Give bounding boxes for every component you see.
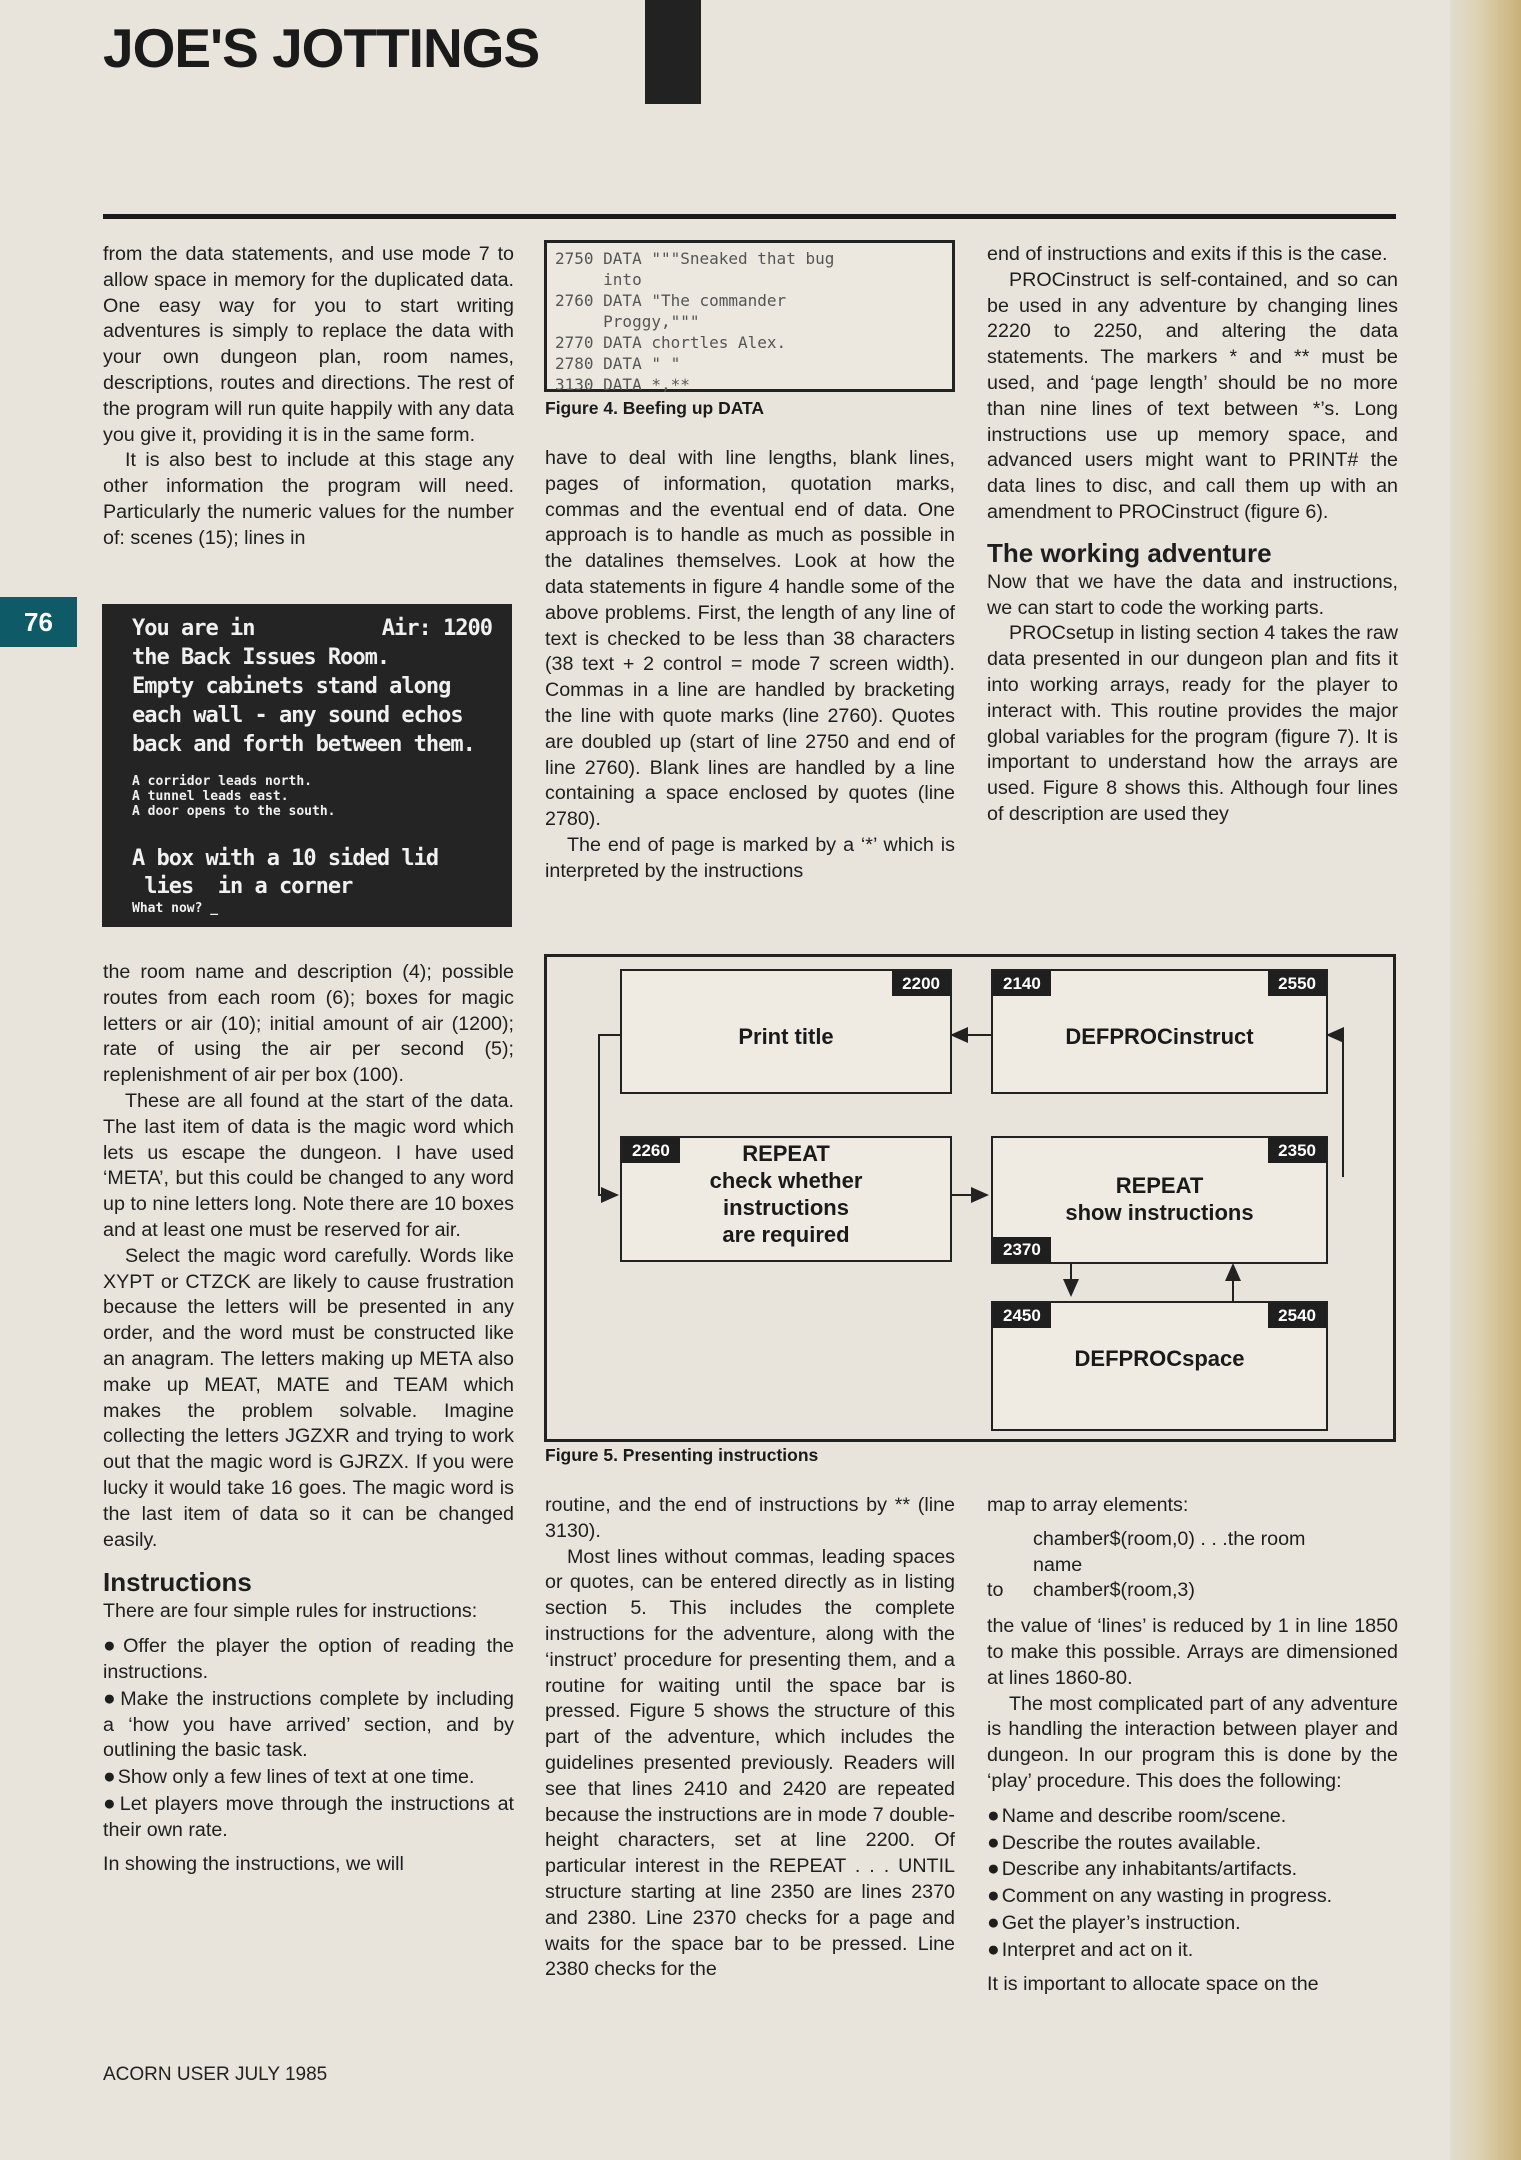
header-black-block [645,0,701,104]
tag-2540: 2540 [1268,1303,1326,1328]
paragraph: from the data statements, and use mode 7 to allow space in memory for the duplicated data. One easy way for you to start writing adventures is simply to replace the data with your own dungeon plan, room names, descriptions, routes and directions. The rest of the program will run quite happily with any data you give it, providing it is in the same form. [103,243,514,446]
code-row [987,1578,1398,1604]
paragraph: Now that we have the data and instructions, we can start to code the working parts. [987,570,1398,619]
screen-line: Empty cabinets stand along [132,674,451,699]
box-print-title [620,969,952,1094]
list-item: ● Describe the routes available. [987,1830,1398,1857]
column-1-bottom [103,960,514,1877]
screen-line: You are in [132,616,255,641]
arrow-title-to-check [599,1035,620,1195]
screen-line: each wall - any sound echos [132,703,463,728]
code-to-label: to [987,1579,1004,1602]
screen-prompt: What now? _ [132,901,219,916]
box-label: Print title [738,1024,834,1049]
box-label-line: show instructions [1065,1200,1254,1225]
screen-line: the Back Issues Room. [132,645,390,670]
screen-line: A tunnel leads east. [132,789,289,804]
page-spine-shadow [1450,0,1521,2160]
header-rule [103,214,1396,219]
tag-2140: 2140 [993,971,1051,996]
paragraph: The end of page is marked by a ‘*’ which is interpreted by the instructions [545,833,955,882]
figure-4-caption: Figure 4. Beefing up DATA [545,398,765,418]
code-line: Proggy,""" [555,312,700,331]
tag-2370: 2370 [993,1237,1051,1262]
section-heading-instructions: Instructions [103,1567,252,1598]
paragraph: routine, and the end of instructions by ** (line 3130). [545,1494,955,1542]
screen-air-readout: Air: 1200 [381,616,492,641]
list-item: ● Let players move through the instructions at their own rate. [103,1791,514,1844]
column-3-bottom [987,1493,1398,1997]
list-item: ● Interpret and act on it. [987,1937,1398,1964]
screen-line: back and forth between them. [132,732,475,757]
paragraph: In showing the instructions, we will [103,1852,404,1875]
instructions-rules-list [103,1633,514,1843]
tag-2200: 2200 [892,971,950,996]
list-item: ● Make the instructions complete by including a ‘how you have arrived’ section, and by outlining the basic task. [103,1686,514,1764]
array-code-block [987,1527,1398,1604]
paragraph: end of instructions and exits if this is the case. [987,243,1388,265]
code-text: name [1033,1553,1083,1576]
figure-5-flowchart [544,954,1396,1442]
code-line: 2750 DATA """Sneaked that bug [555,249,835,268]
tag-2550: 2550 [1268,971,1326,996]
page-number-tab: 76 [0,597,77,647]
screen-line: lies in a corner [132,874,353,899]
box-label: DEFPROCinstruct [1065,1024,1254,1049]
paragraph: Most lines without commas, leading spaces or quotes, can be entered directly as in listing section 5. This includes the complete instructions for the adventure, along with the ‘instruct’ procedure for presenting them, and a routine for waiting until the space bar is pressed. Figure 5 shows the structure of this part of the adventure, which includes the guidelines presented previously. Readers will see that lines 2410 and 2420 are repeated because the instructions are in mode 7 double-height characters, set at line 2200. Of particular interest in the REPEAT . . . UNTIL structure starting at line 2350 are lines 2370 and 2380. Line 2370 checks for a page and waits for the space bar to be pressed. Line 2380 checks for the [545,1545,955,1981]
list-item: ● Offer the player the option of reading the instructions. [103,1633,514,1686]
paragraph: the room name and description (4); possible routes from each room (6); boxes for magic letters or air (10); initial amount of air (1200); rate of using the air per second (5); replenishment of air per box (100). [103,961,514,1087]
section-heading-working-adventure: The working adventure [987,537,1272,568]
box-defproc-instruct [991,969,1328,1094]
paragraph: PROCinstruct is self-contained, and so can be used in any adventure by changing lines 2220 to 2250, and altering the data statements. The markers * and ** must be used, and ‘page length’ should be no more than nine lines of text between *’s. Long instructions use up memory space, and advanced users might want to PRINT# the data lines to disc, and call them up with an amendment to PROCinstruct (figure 6). [987,268,1398,523]
paragraph: map to array elements: [987,1494,1189,1516]
box-label-line: REPEAT [1115,1173,1204,1198]
list-item: ● Get the player’s instruction. [987,1910,1398,1937]
box-label-line: check whether [709,1168,863,1193]
tag-2350: 2350 [1268,1138,1326,1163]
box-label-line: instructions [723,1195,849,1220]
column-2-bottom [545,1493,955,1983]
figure-5-caption: Figure 5. Presenting instructions [545,1445,819,1465]
box-defproc-space [991,1301,1328,1431]
box-repeat-check [620,1136,952,1262]
code-line: into [555,270,642,289]
screen-line: A door opens to the south. [132,804,336,819]
code-line: 2780 DATA " " [555,354,681,373]
paragraph: the value of ‘lines’ is reduced by 1 in line 1850 to make this possible. Arrays are dimensioned at lines 1860-80. [987,1615,1398,1689]
play-procedure-list [987,1803,1398,1964]
paragraph: It is important to allocate space on the [987,1972,1319,1995]
paragraph: PROCsetup in listing section 4 takes the raw data presented in our dungeon plan and fits it into working arrays, ready for the player to interact with. This routine provides the major global variables for the program (figure 7). It is important to understand how the arrays are used. Figure 8 shows this. Although four lines of description are used they [987,622,1398,825]
box-label: DEFPROCspace [1074,1346,1245,1371]
screen-line: A corridor leads north. [132,774,313,789]
list-item: ● Describe any inhabitants/artifacts. [987,1856,1398,1883]
paragraph: Select the magic word carefully. Words like XYPT or CTZCK are likely to cause frustration because the letters will be presented in any order, and the word must be constructed like an anagram. The letters making up META also make up MEAT, MATE and TEAM which makes the problem solvable. Imagine collecting the letters JGZXR and trying to work out that the magic word is GJRZX. If you were lucky it would take 16 goes. The magic word is the last item of data so it can be changed easily. [103,1244,514,1551]
screen-line: A box with a 10 sided lid [132,846,439,871]
column-2-top [545,446,955,885]
page-header-title: JOE'S JOTTINGS [103,17,540,79]
code-text: chamber$(room,0) . . .the room [1033,1527,1306,1550]
box-label-line: are required [722,1222,850,1247]
code-line: 2760 DATA "The commander [555,291,787,310]
list-item: ● Comment on any wasting in progress. [987,1883,1398,1910]
list-item: ● Name and describe room/scene. [987,1803,1398,1830]
paragraph: There are four simple rules for instructions: [103,1600,478,1623]
code-line: 2770 DATA chortles Alex. [555,333,787,352]
tag-2260: 2260 [622,1138,680,1163]
code-line: 3130 DATA *,** [555,375,690,394]
box-label-line: REPEAT [742,1141,830,1166]
figure-4-code-listing [544,240,955,392]
game-screenshot [102,604,512,927]
tag-2450: 2450 [993,1303,1051,1328]
list-item: ● Show only a few lines of text at one time. [103,1764,514,1791]
paragraph: The most complicated part of any adventure is handling the interaction between player and dungeon. In our program this is done by the ‘play’ procedure. This does the following: [987,1692,1398,1792]
page-footer: ACORN USER JULY 1985 [103,2064,328,2085]
column-1-top [103,242,514,552]
column-3-top [987,242,1398,828]
paragraph: have to deal with line lengths, blank lines, pages of information, quotation marks, commas and the eventual end of data. One approach is to handle as much as possible in the datalines themselves. Look at how the data statements in figure 4 handle some of the above problems. First, the length of any line of text is checked to be less than 38 characters (38 text + 2 control = mode 7 screen width). Commas in a line are handled by bracketing the line with quote marks (line 2760). Quotes are doubled up (start of line 2750 and end of line 2760). Blank lines are handled by a line containing a space enclosed by quotes (line 2780). [545,447,955,831]
paragraph: These are all found at the start of the data. The last item of data is the magic word which lets us escape the dungeon. I have used ‘META’, but this could be changed to any word up to nine letters long. Note there are 10 boxes and at least one must be reserved for air. [103,1089,514,1241]
box-repeat-show [991,1136,1328,1264]
code-text: chamber$(room,3) [1033,1579,1195,1602]
paragraph: It is also best to include at this stage any other information the program will need. Particularly the numeric values for the number of: scenes (15); lines in [103,449,514,549]
